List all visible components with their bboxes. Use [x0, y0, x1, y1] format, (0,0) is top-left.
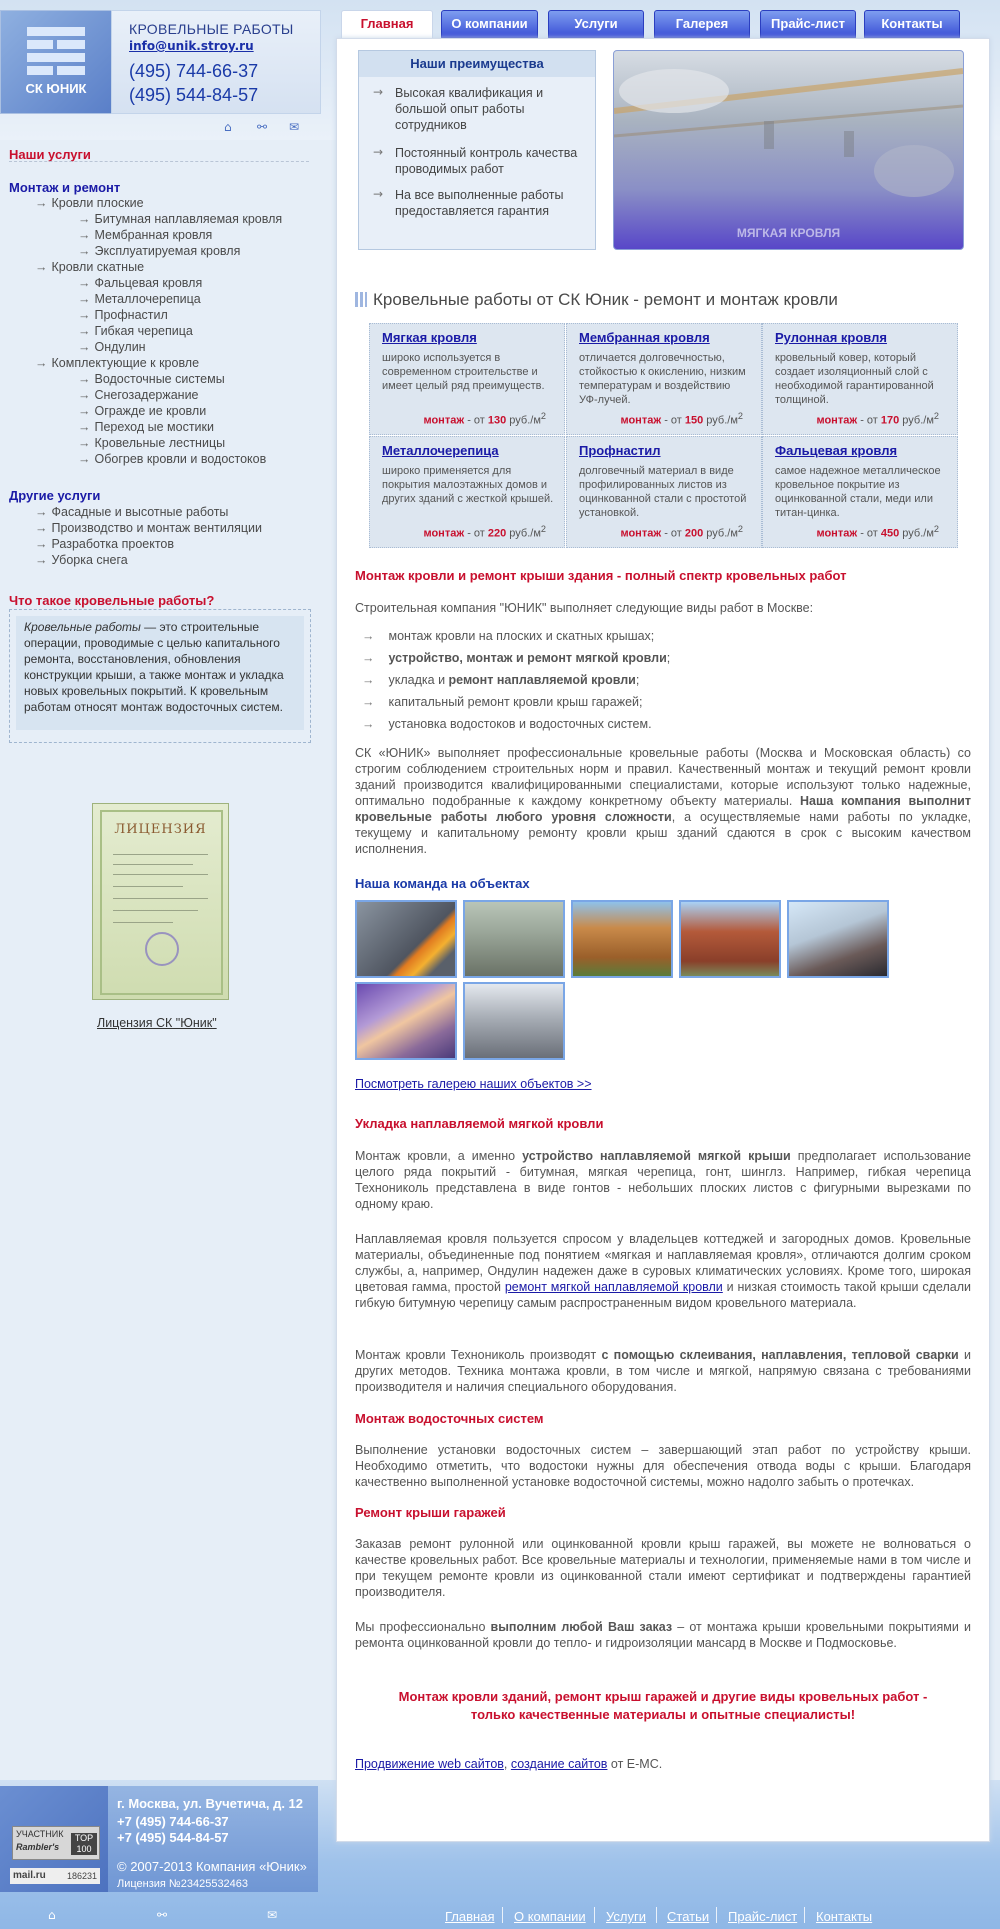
sidebar-item-roof-fencing[interactable]: → Огражде ие кровли [78, 404, 207, 418]
footer-address: г. Москва, ул. Вучетича, д. 12 [117, 1796, 304, 1811]
sidebar-item-flat-roofs[interactable]: → Кровли плоские [35, 196, 144, 210]
arrow-right-icon: → [35, 553, 48, 567]
advantage-item: На все выполненные работы предоставляется гарантия [395, 188, 564, 218]
sidebar-item-exploited-roof[interactable]: → Эксплуатируемая кровля [78, 244, 241, 258]
footer-contacts [0, 1786, 318, 1892]
service-card-title-link[interactable]: Металлочерепица [382, 443, 499, 458]
gallery-thumbnail[interactable] [571, 900, 673, 978]
page-title: Кровельные работы от СК Юник - ремонт и монтаж кровли [355, 290, 838, 310]
services-group-other[interactable]: Другие услуги [9, 488, 101, 503]
gallery-thumbnail[interactable] [463, 900, 565, 978]
service-card-title-link[interactable]: Профнастил [579, 443, 661, 458]
arrow-right-icon: → [373, 145, 384, 159]
arrow-right-icon: → [78, 388, 91, 402]
arrow-right-icon: → [35, 521, 48, 535]
service-card [762, 323, 958, 435]
arrow-right-icon: → [362, 695, 375, 709]
sidebar-item-ventilation[interactable]: → Производство и монтаж вентиляции [35, 521, 262, 535]
footer-link-services[interactable]: Услуги [606, 1909, 646, 1924]
header-phone-1: (495) 744-66-37 [129, 61, 259, 81]
mail-icon[interactable]: ✉ [267, 1908, 278, 1922]
arrow-right-icon: → [35, 196, 48, 210]
soft-roof-repair-link[interactable]: ремонт мягкой наплавляемой кровли [504, 1280, 723, 1294]
logo-bricks-icon [27, 27, 85, 75]
company-paragraph: СК «ЮНИК» выполняет профессиональные кровельные работы (Москва и Московская область) со строгим соблюдением строительных норм и правил. Качественный монтаж и текущий ремонт кровли зданий производится квалифицированными специалистами, которые используют только надежные, оптимально подобранные к каждому конкретному объекту материалы. Наша компания выполнит кровельные работы любого уровня сложности, а осуществляемые нами работы по укладке, текущему и капитальному ремонту кровли крыш зданий сдаются в срок с высоким качеством исполнения. [355, 746, 971, 856]
advantage-item: Высокая квалификация и большой опыт работы сотрудников [395, 86, 544, 132]
service-card-title-link[interactable]: Рулонная кровля [775, 330, 887, 345]
arrow-right-icon: → [362, 717, 375, 731]
service-card-title-link[interactable]: Мягкая кровля [382, 330, 477, 345]
arrow-right-icon: → [78, 420, 91, 434]
sitemap-icon[interactable]: ⚯ [257, 120, 268, 134]
gallery-thumbnail[interactable] [355, 900, 457, 978]
garage-paragraph: Заказав ремонт рулонной или оцинкованной кровли крыш гаражей, вы можете не волноваться о качестве кровельных работ. Все кровельные материалы и технологии, применяемые нами в том числе и при текущем ремонте кровли из оцинкованной стали имеют сертификат и подтверждены гарантией производителя. [355, 1537, 971, 1599]
arrow-right-icon: → [35, 537, 48, 551]
arrow-right-icon: → [78, 228, 91, 242]
mail-icon[interactable]: ✉ [289, 120, 300, 134]
license-image[interactable] [92, 803, 229, 1000]
arrow-right-icon: → [78, 308, 91, 322]
drainage-paragraph: Выполнение установки водосточных систем – завершающий этап работ по устройству крыши. Необходимо отметить, что водостоки нужны для обеспечения отвода воды с крыши. Благодаря качественно выполненной установке водосточной системы, можно надолго забыть о протечках. [355, 1443, 971, 1489]
intro-text: Строительная компания "ЮНИК" выполняет следующие виды работ в Москве: [355, 601, 814, 615]
sidebar-item-ondulin[interactable]: → Ондулин [78, 340, 146, 354]
arrow-right-icon: → [78, 436, 91, 450]
tab-contacts[interactable]: Контакты [864, 10, 960, 38]
arrow-right-icon: → [78, 324, 91, 338]
sidebar-item-snow-removal[interactable]: → Уборка снега [35, 553, 128, 567]
header-email-link[interactable]: info@unik.stroy.ru [129, 39, 254, 53]
section-heading-garage: Ремонт крыши гаражей [355, 1505, 506, 1520]
sidebar-item-drainage[interactable]: → Водосточные системы [78, 372, 225, 386]
advantage-item: Постоянный контроль качества проводимых работ [395, 146, 578, 176]
home-icon[interactable]: ⌂ [48, 1908, 56, 1922]
footer-link-contacts[interactable]: Контакты [816, 1909, 873, 1924]
arrow-right-icon: → [35, 505, 48, 519]
slogan: Монтаж кровли зданий, ремонт крыш гаражей и другие виды кровельных работ - только качественные материалы и опытные специалисты! [398, 1689, 928, 1722]
gallery-thumbnail[interactable] [355, 982, 457, 1060]
bars-icon [355, 292, 367, 307]
license-image-title: ЛИЦЕНЗИЯ [114, 822, 207, 837]
roof-photo [614, 51, 963, 249]
arrow-right-icon: → [35, 260, 48, 274]
service-card-price: монтаж - от 130 $руб./м^2$ [423, 411, 546, 427]
sidebar-item-projects[interactable]: → Разработка проектов [35, 537, 175, 551]
arrow-right-icon: → [78, 372, 91, 386]
list-item: → установка водостоков и водосточных систем. [362, 717, 652, 731]
seal-icon [145, 932, 179, 966]
fused-roof-paragraph: Наплавляемая кровля пользуется спросом у владельцев коттеджей и загородных домов. Кровельные материалы, объединенные под понятием «мягкая и наплавляемая кровля», отличаются долгим сроком службы, а, например, Ондулин надежен даже в суровых климатических условиях. Кроме того, широкая цветовая гамма, простой ремонт мягкой наплавляемой кровли и низкая стоимость такой крыши сделали гибкую битумную черепицу самым распространенным видом кровельного материала. [355, 1232, 971, 1310]
service-card-desc: отличается долговечностью, стойкостью к окислению, низким температурам и воздействию УФ-лучей. [579, 352, 746, 406]
sidebar-item-flexible-tile[interactable]: → Гибкая черепица [78, 324, 193, 338]
arrow-right-icon: → [78, 452, 91, 466]
what-is-roofing-heading: Что такое кровельные работы? [9, 593, 215, 608]
tab-home[interactable]: Главная [341, 10, 433, 40]
license-caption-link[interactable]: Лицензия СК "Юник" [97, 1016, 217, 1030]
footer-link-pricelist[interactable]: Прайс-лист [728, 1909, 798, 1924]
services-group-installation[interactable]: Монтаж и ремонт [9, 180, 121, 195]
hero-caption: МЯГКАЯ КРОВЛЯ [736, 226, 841, 240]
sidebar-item-profiled-sheet[interactable]: → Профнастил [78, 308, 168, 322]
divider [9, 161, 309, 162]
service-card-title-link[interactable]: Мембранная кровля [579, 330, 710, 345]
service-card-price: монтаж - от 150 $руб./м^2$ [620, 411, 743, 427]
arrow-right-icon: → [78, 244, 91, 258]
site-title: КРОВЕЛЬНЫЕ РАБОТЫ [129, 21, 294, 37]
sidebar-item-membrane-roof[interactable]: → Мембранная кровля [78, 228, 213, 242]
arrow-right-icon: → [78, 340, 91, 354]
tab-about[interactable]: О компании [441, 10, 538, 38]
site-creation-link[interactable]: создание сайтов [510, 1757, 608, 1771]
arrow-right-icon: → [78, 404, 91, 418]
service-card [369, 436, 565, 548]
tab-pricelist[interactable]: Прайс-лист [760, 10, 856, 38]
header-contacts [111, 10, 321, 114]
service-card-title-link[interactable]: Фальцевая кровля [775, 443, 898, 458]
tab-gallery[interactable]: Галерея [654, 10, 750, 38]
arrow-right-icon: → [362, 673, 375, 687]
service-card-price: монтаж - от 170 $руб./м^2$ [816, 411, 939, 427]
service-card-desc: широко применяется для покрытия малоэтажных домов и других зданий с жесткой крышей. [382, 465, 554, 505]
logo-text: СК ЮНИК [25, 81, 87, 96]
rambler-top100-badge[interactable]: УЧАСТНИК Rambler's TOP 100 [12, 1826, 100, 1860]
advantages-box [358, 50, 596, 250]
arrow-right-icon: → [78, 212, 91, 226]
arrow-right-icon: → [373, 85, 384, 99]
logo[interactable] [0, 10, 112, 114]
technonicol-paragraph: Монтаж кровли Технониколь производят с помощью склеивания, наплавления, тепловой сварки и других методов. Техника монтажа кровли, в том числе и мягкой, напрямую связана с требованиями производителя и наличия специального оборудования. [355, 1348, 971, 1394]
order-paragraph: Мы профессионально выполним любой Ваш заказ – от монтажа крыши кровельными покрытиями и ремонта оцинкованной кровли до тепло- и гидроизоляции мансард в Москве и Подмосковье. [355, 1620, 971, 1650]
sidebar-item-roof-heating[interactable]: → Обогрев кровли и водостоков [78, 452, 267, 466]
team-heading: Наша команда на объектах [355, 876, 530, 891]
service-card [762, 436, 958, 548]
service-card-desc: долговечный материал в виде профилированных листов из оцинкованной стали с простотой установкой. [579, 465, 747, 519]
sidebar-item-metal-tile[interactable]: → Металлочерепица [78, 292, 201, 306]
footer-phone-2: +7 (495) 544-84-57 [117, 1830, 229, 1845]
list-item: → укладка и ремонт наплавляемой кровли; [362, 673, 640, 687]
arrow-right-icon: → [362, 651, 375, 665]
footer-license: Лицензия №23425532463 [117, 1878, 249, 1890]
footer-link-home[interactable]: Главная [445, 1909, 495, 1924]
advantages-title: Наши преимущества [359, 51, 595, 77]
mailru-counter[interactable]: mail.ru 186231 [10, 1868, 100, 1884]
footer-link-articles[interactable]: Статьи [667, 1909, 710, 1924]
hero-banner[interactable] [613, 50, 964, 250]
arrow-right-icon: → [78, 292, 91, 306]
footer-phone-1: +7 (495) 744-66-37 [117, 1814, 229, 1829]
sidebar-item-facade-works[interactable]: → Фасадные и высотные работы [35, 505, 229, 519]
gallery-thumbnail[interactable] [463, 982, 565, 1060]
what-is-roofing-text: Кровельные работы — это строительные операции, проводимые с целью капитального ремонта, восстановления, обновления конструкции крыши, а также монтаж и укладка новых кровельных покрытий. К кровельным работам относят монтаж водосточных систем. [16, 616, 304, 730]
tab-services[interactable]: Услуги [548, 10, 644, 38]
sitemap-icon[interactable]: ⚯ [157, 1908, 168, 1922]
arrow-right-icon: → [35, 356, 48, 370]
service-card [566, 323, 762, 435]
section-heading-drainage: Монтаж водосточных систем [355, 1411, 544, 1426]
sidebar-item-walkways[interactable]: → Переход ые мостики [78, 420, 214, 434]
gallery-thumbnail[interactable] [787, 900, 889, 978]
promotion-link[interactable]: Продвижение web сайтов [355, 1757, 504, 1771]
arrow-right-icon: → [362, 629, 375, 643]
sidebar-item-roof-accessories[interactable]: → Комплектующие к кровле [35, 356, 200, 370]
list-item: → капитальный ремонт кровли крыш гаражей; [362, 695, 643, 709]
list-item: → монтаж кровли на плоских и скатных крышах; [362, 629, 655, 643]
service-card [369, 323, 565, 435]
arrow-right-icon: → [373, 187, 384, 201]
sidebar-item-snow-retention[interactable]: → Снегозадержание [78, 388, 199, 402]
service-card-price: монтаж - от 220 $руб./м^2$ [423, 524, 546, 540]
what-is-roofing-box [9, 609, 311, 743]
list-item: → устройство, монтаж и ремонт мягкой кровли; [362, 651, 671, 665]
sidebar-item-roof-ladders[interactable]: → Кровельные лестницы [78, 436, 226, 450]
service-card [566, 436, 762, 548]
service-card-desc: кровельный ковер, который создает изоляционный слой с необходимой гарантированной толщиной. [775, 352, 934, 406]
section-heading-full-range: Монтаж кровли и ремонт крыши здания - полный спектр кровельных работ [355, 568, 847, 583]
sidebar-item-seam-roof[interactable]: → Фальцевая кровля [78, 276, 203, 290]
sidebar-item-bitumen-roof[interactable]: → Битумная наплавляемая кровля [78, 212, 283, 226]
soft-roof-paragraph: Монтаж кровли, а именно устройство наплавляемой мягкой крыши предполагает использование целого ряда покрытий - битумная, мягкая черепица, гонт, шинглз. Например, гибкая черепица Технониколь представлена в виде гонтов - небольших плоских листов с фигурными вырезками по одному краю. [355, 1149, 971, 1211]
service-card-desc: самое надежное металлическое кровельное покрытие из оцинкованной стали, меди или титан-цинка. [775, 465, 941, 519]
credit-line: Продвижение web сайтов, создание сайтов от E-MC. [355, 1757, 663, 1771]
service-card-price: монтаж - от 200 $руб./м^2$ [620, 524, 743, 540]
service-card-price: монтаж - от 450 $руб./м^2$ [816, 524, 939, 540]
home-icon[interactable]: ⌂ [224, 120, 232, 134]
header-phone-2: (495) 544-84-57 [129, 85, 259, 105]
arrow-right-icon: → [78, 276, 91, 290]
service-card-desc: широко используется в современном строительстве и имеет целый ряд преимуществ. [382, 352, 545, 392]
sidebar-item-pitched-roofs[interactable]: → Кровли скатные [35, 260, 145, 274]
gallery-link[interactable]: Посмотреть галерею наших объектов >> [355, 1077, 592, 1091]
footer-link-about[interactable]: О компании [514, 1909, 586, 1924]
services-heading: Наши услуги [9, 147, 91, 162]
gallery-thumbnail[interactable] [679, 900, 781, 978]
section-heading-soft-roof: Укладка наплавляемой мягкой кровли [355, 1116, 604, 1131]
footer-copyright: © 2007-2013 Компания «Юник» [117, 1859, 307, 1874]
